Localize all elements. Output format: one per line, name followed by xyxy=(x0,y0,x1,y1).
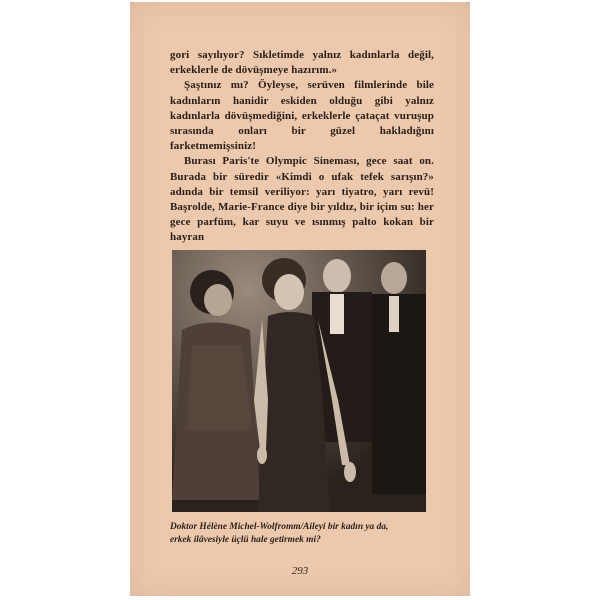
photo-caption xyxy=(170,521,436,547)
page-number: 293 xyxy=(291,565,309,577)
paragraph-2: Şaştınız mı? Öyleyse, serüven filmlerinde bile kadınların hanidir eskiden olduğu gibi yalnız kadınlarla dövüşmediğini, erkeklerle çataçat vuruşup sırasında onları bir güzel hakladığını farketmemişsiniz! xyxy=(170,79,434,153)
caption-line-2: erkek ilâvesiyle üçlü hale getirmek mi? xyxy=(170,535,321,545)
photograph xyxy=(172,250,426,512)
paragraph-3: Burası Paris'te Olympic Sineması, gece saat on. Burada bir süredir «Kimdi o ufak tefek sarışın?» adında bir temsil veriliyor: yarı tiyatro, yarı revü! Başrolde, Marie-France diye bir yıldız, bir içim su: her gece parfüm, kar suyu ve ısınmış palto kokan bir hayran xyxy=(170,155,434,244)
body-text xyxy=(170,48,434,246)
book-page xyxy=(130,2,470,596)
paragraph-1: gori sayılıyor? Sıkletimde yalnız kadınlarla değil, erkeklerle de dövüşmeye hazırım.» xyxy=(170,49,434,77)
caption-line-1: Doktor Hélène Michel-Wolfromm/Aileyi bir kadın ya da, xyxy=(170,522,389,532)
photo-illustration xyxy=(172,250,426,512)
